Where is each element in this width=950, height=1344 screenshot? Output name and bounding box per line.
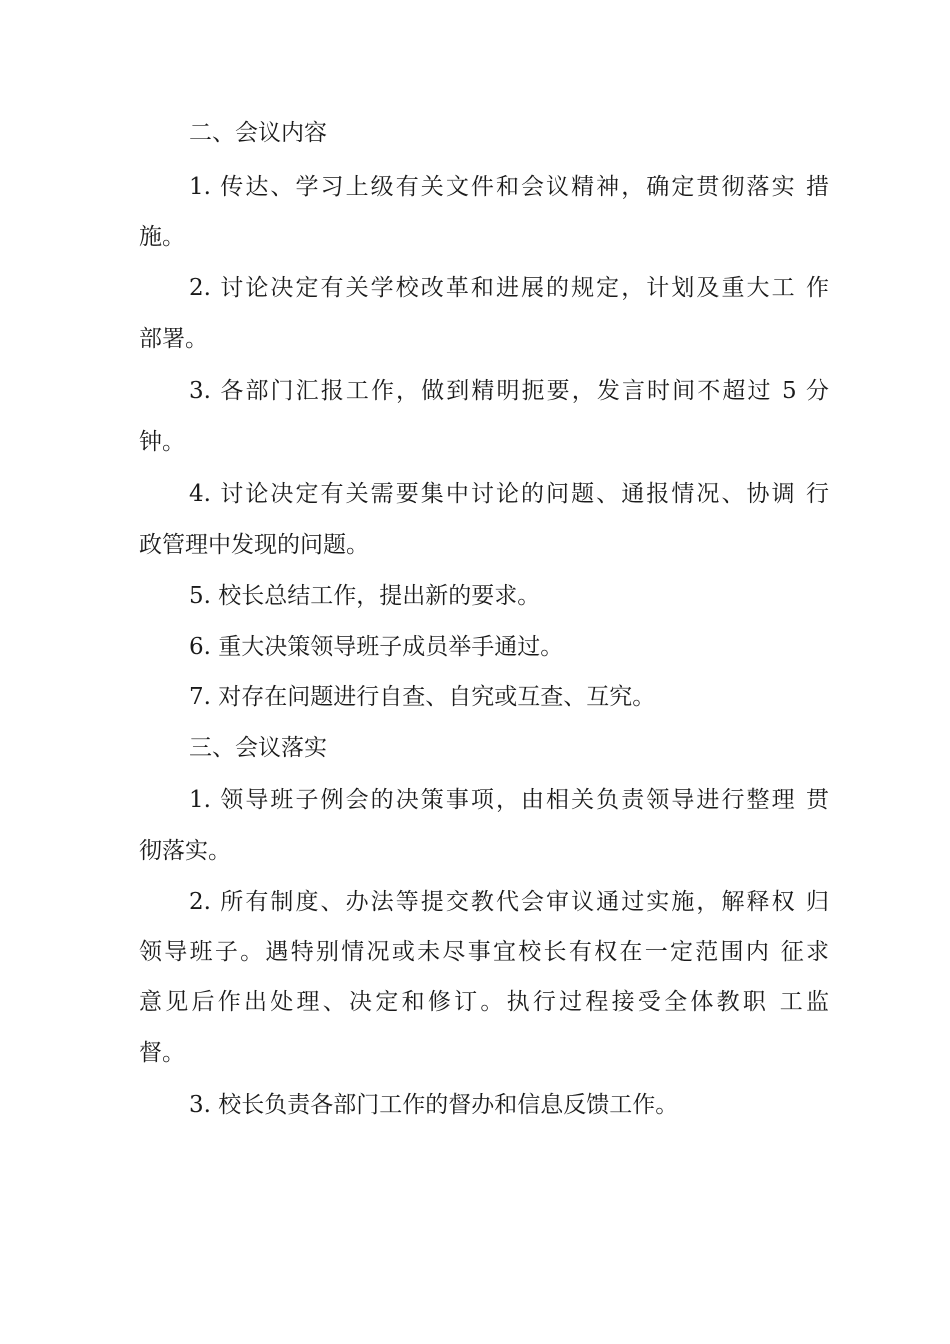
paragraph-line: 施。	[139, 224, 185, 250]
paragraph-line: 2. 所有制度、办法等提交教代会审议通过实施，解释权 归	[189, 889, 829, 915]
paragraph-line: 钟。	[139, 429, 185, 455]
paragraph-line: 5. 校长总结工作，提出新的要求。	[189, 583, 541, 609]
paragraph-line: 领导班子。遇特别情况或未尽事宜校长有权在一定范围内 征求	[139, 939, 829, 965]
paragraph-line: 意见后作出处理、决定和修订。执行过程接受全体教职 工监	[139, 989, 829, 1015]
section-heading: 三、会议落实	[189, 735, 327, 761]
paragraph-line: 1. 传达、学习上级有关文件和会议精神，确定贯彻落实 措	[189, 174, 829, 200]
paragraph-line: 3. 各部门汇报工作，做到精明扼要，发言时间不超过 5 分	[189, 378, 829, 404]
paragraph-line: 部署。	[139, 326, 208, 352]
paragraph-line: 政管理中发现的问题。	[139, 532, 369, 558]
section-heading: 二、会议内容	[189, 120, 327, 146]
paragraph-line: 4. 讨论决定有关需要集中讨论的问题、通报情况、协调 行	[189, 481, 829, 507]
paragraph-line: 7. 对存在问题进行自查、自究或互查、互究。	[189, 684, 656, 710]
paragraph-line: 1. 领导班子例会的决策事项，由相关负责领导进行整理 贯	[189, 787, 829, 813]
paragraph-line: 2. 讨论决定有关学校改革和进展的规定，计划及重大工 作	[189, 275, 829, 301]
paragraph-line: 督。	[139, 1040, 185, 1066]
paragraph-line: 彻落实。	[139, 838, 231, 864]
paragraph-line: 6. 重大决策领导班子成员举手通过。	[189, 634, 564, 660]
paragraph-line: 3. 校长负责各部门工作的督办和信息反馈工作。	[189, 1092, 679, 1118]
